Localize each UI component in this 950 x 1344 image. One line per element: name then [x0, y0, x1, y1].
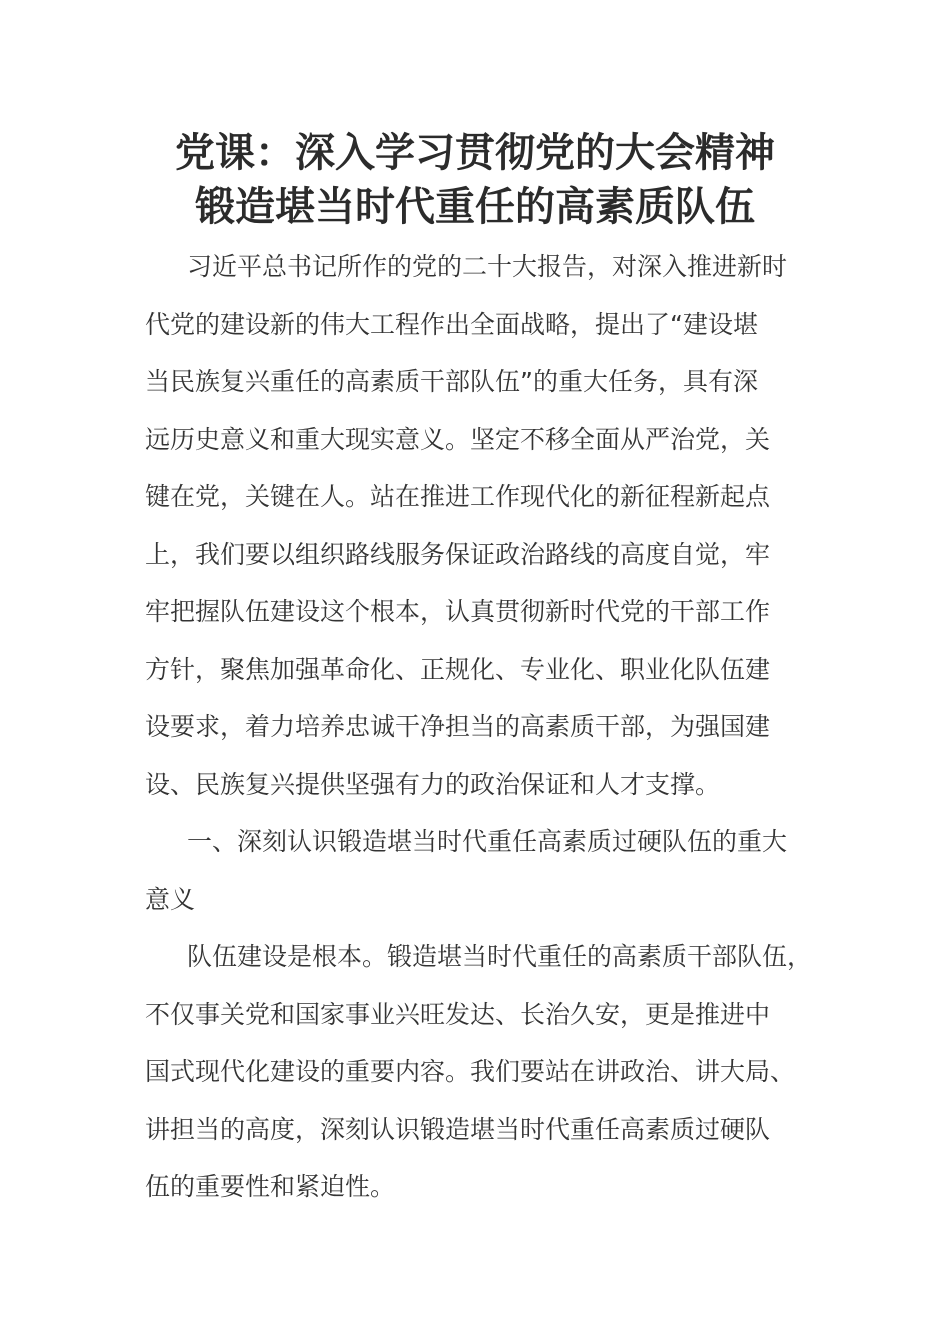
paragraph-1-line: 设要求，着力培养忠诚干净担当的高素质干部，为强国建	[145, 712, 771, 741]
paragraph-1-line: 上，我们要以组织路线服务保证政治路线的高度自觉，牢	[145, 539, 771, 569]
section-heading-line: 一、深刻认识锻造堪当时代重任高素质过硬队伍的重大	[187, 827, 788, 856]
title-line-1: 党课：深入学习贯彻党的大会精神	[175, 130, 775, 176]
paragraph-2-line: 国式现代化建设的重要内容。我们要站在讲政治、讲大局、	[145, 1057, 796, 1086]
paragraph-1-line: 方针，聚焦加强革命化、正规化、专业化、职业化队伍建	[145, 654, 771, 684]
paragraph-1-line: 设、民族复兴提供坚强有力的政治保证和人才支撑。	[145, 769, 721, 799]
paragraph-1-line: 牢把握队伍建设这个根本，认真贯彻新时代党的干部工作	[145, 597, 771, 626]
title-line-2: 锻造堪当时代重任的高素质队伍	[195, 184, 755, 230]
paragraph-2-line: 不仅事关党和国家事业兴旺发达、长治久安，更是推进中	[145, 999, 771, 1029]
paragraph-1-line: 代党的建设新的伟大工程作出全面战略，提出了“建设堪	[145, 309, 758, 339]
section-heading-line: 意义	[145, 884, 196, 914]
paragraph-2-line: 伍的重要性和紧迫性。	[145, 1172, 396, 1201]
paragraph-1-line: 习近平总书记所作的党的二十大报告，对深入推进新时	[187, 252, 788, 281]
document-title	[0, 126, 950, 234]
paragraph-1-line: 键在党，关键在人。站在推进工作现代化的新征程新起点	[145, 482, 771, 511]
paragraph-1-line: 当民族复兴重任的高素质干部队伍”的重大任务，具有深	[145, 367, 758, 396]
paragraph-1-line: 远历史意义和重大现实意义。坚定不移全面从严治党，关	[145, 424, 771, 454]
paragraph-2-line: 队伍建设是根本。锻造堪当时代重任的高素质干部队伍，	[187, 942, 813, 971]
paragraph-2-line: 讲担当的高度，深刻认识锻造堪当时代重任高素质过硬队	[145, 1114, 771, 1144]
document-body	[145, 238, 813, 1216]
